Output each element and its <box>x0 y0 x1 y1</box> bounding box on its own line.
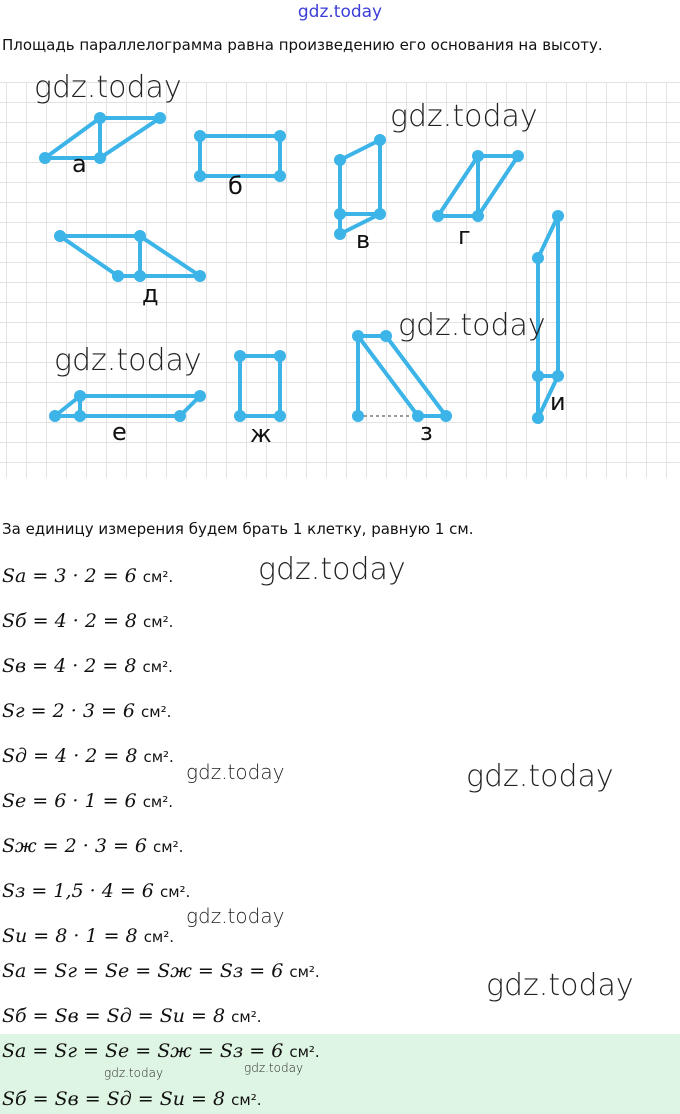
figure-grid <box>0 82 680 478</box>
label-i: и <box>550 388 566 416</box>
parallelograms-figure <box>0 82 680 478</box>
equation-g: Sг = 2 · 3 = 6 см². <box>2 700 172 722</box>
figure-a <box>45 118 160 158</box>
equation-d: Sд = 4 · 2 = 8 см². <box>2 745 174 767</box>
figure-z <box>358 336 446 416</box>
watermark: gdz.today <box>186 760 285 784</box>
site-title[interactable]: gdz.today <box>297 2 383 22</box>
equation-e: Sе = 6 · 1 = 6 см². <box>2 790 174 812</box>
watermark: gdz.today <box>390 99 538 134</box>
label-z: з <box>420 418 433 446</box>
equation-b: Sб = 4 · 2 = 8 см². <box>2 610 174 632</box>
watermark: gdz.today <box>466 759 614 794</box>
equation-v: Sв = 4 · 2 = 8 см². <box>2 655 173 677</box>
label-zh: ж <box>250 420 272 448</box>
watermark: gdz.today <box>54 343 202 378</box>
answer-group-8: Sб = Sв = Sд = Sи = 8 см². <box>2 1088 262 1110</box>
answer-group-6: Sа = Sг = Sе = Sж = Sз = 6 см². <box>2 1040 320 1062</box>
intro-text: Площадь параллелограмма равна произведению его основания на высоту. <box>2 36 603 54</box>
figure-b <box>200 136 280 176</box>
unit-note: За единицу измерения будем брать 1 клетку, равную 1 см. <box>2 520 474 538</box>
equation-z: Sз = 1,5 · 4 = 6 см². <box>2 880 191 902</box>
figure-v <box>340 140 380 234</box>
watermark: gdz.today <box>398 308 546 343</box>
watermark: gdz.today <box>186 904 285 928</box>
label-d: д <box>142 280 159 308</box>
equation-a: Sа = 3 · 2 = 6 см². <box>2 565 174 587</box>
figure-d <box>60 236 200 276</box>
label-g: г <box>458 222 471 250</box>
label-b: б <box>228 172 243 200</box>
label-a: а <box>72 150 87 178</box>
watermark: gdz.today <box>258 552 406 587</box>
equation-i: Sи = 8 · 1 = 8 см². <box>2 925 175 947</box>
label-e: е <box>112 418 127 446</box>
equation-group-6: Sа = Sг = Sе = Sж = Sз = 6 см². <box>2 960 320 982</box>
watermark: gdz.today <box>104 1066 164 1080</box>
watermark: gdz.today <box>34 70 182 105</box>
label-v: в <box>356 226 371 254</box>
watermark: gdz.today <box>244 1061 304 1075</box>
watermark: gdz.today <box>486 968 634 1003</box>
equation-group-8: Sб = Sв = Sд = Sи = 8 см². <box>2 1005 262 1027</box>
figure-zh <box>240 356 280 416</box>
equation-zh: Sж = 2 · 3 = 6 см². <box>2 835 184 857</box>
